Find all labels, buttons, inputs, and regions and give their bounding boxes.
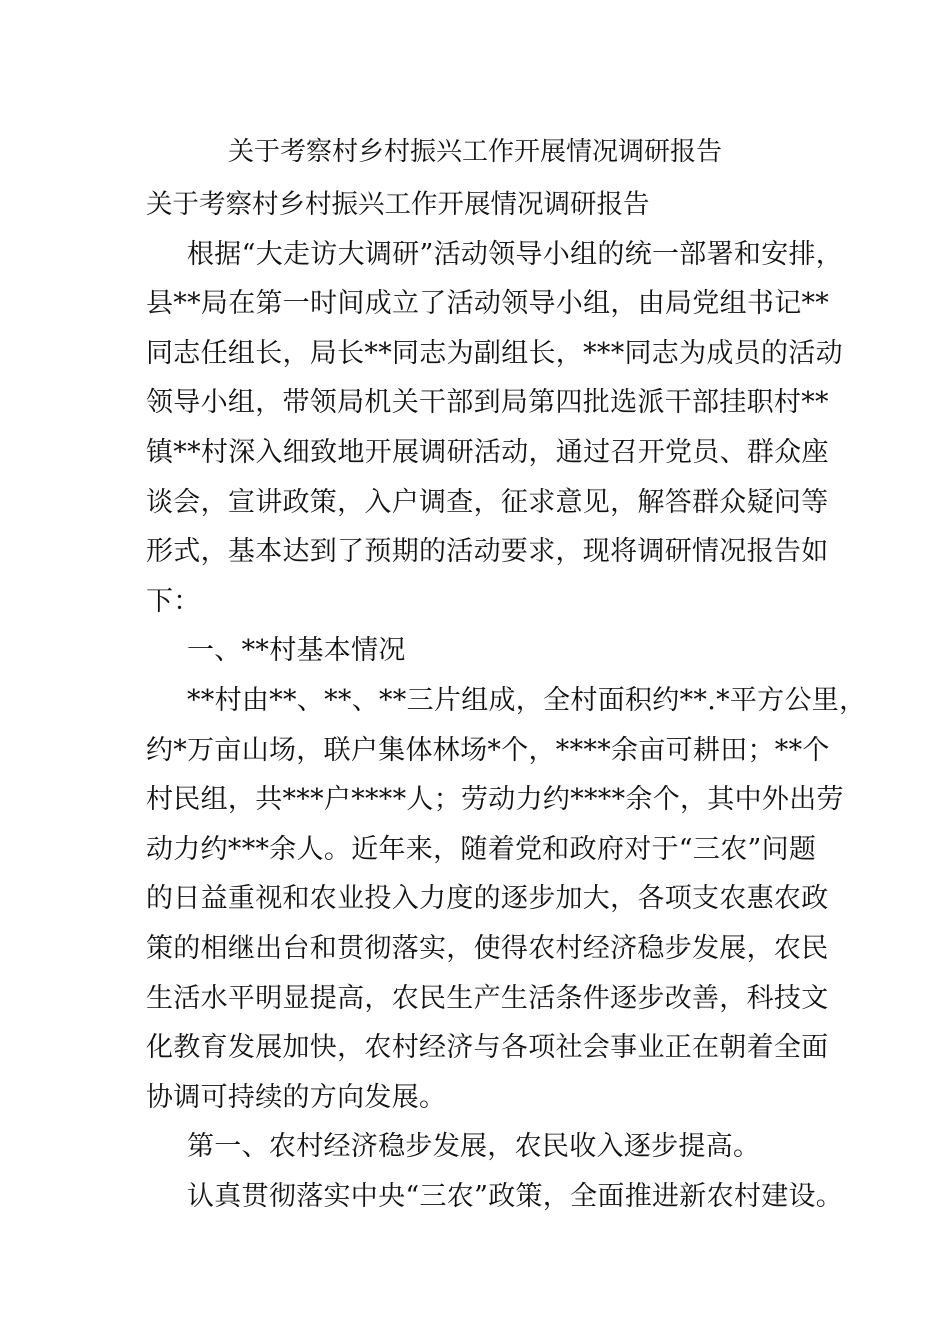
paragraph-line: 认真贯彻落实中央“三农”政策，全面推进新农村建设。 xyxy=(187,1180,844,1212)
paragraph-line: 村民组，共***户****人；劳动力约****余个，其中外出劳 xyxy=(146,784,844,816)
document-body xyxy=(146,180,867,1221)
document-subtitle: 关于考察村乡村振兴工作开展情况调研报告 xyxy=(146,189,650,220)
paragraph-line: 协调可持续的方向发展。 xyxy=(146,1081,447,1113)
paragraph-line: 同志任组长，局长**同志为副组长，***同志为成员的活动 xyxy=(146,337,843,369)
section-heading: 一、**村基本情况 xyxy=(187,635,406,667)
paragraph-line: 的日益重视和农业投入力度的逐步加大，各项支农惠农政 xyxy=(146,883,829,915)
subsection-heading: 第一、农村经济稳步发展，农民收入逐步提高。 xyxy=(187,1131,761,1163)
paragraph-line: 生活水平明显提高，农民生产生活条件逐步改善，科技文 xyxy=(146,982,829,1014)
paragraph-line: 镇**村深入细致地开展调研活动，通过召开党员、群众座 xyxy=(146,436,829,468)
paragraph-line: 动力约***余人。近年来，随着党和政府对于“三农”问题 xyxy=(146,833,817,865)
paragraph-line: 谈会，宣讲政策，入户调查，征求意见，解答群众疑问等 xyxy=(146,486,829,518)
paragraph-line: 约*万亩山场，联户集体林场*个，****余亩可耕田；**个 xyxy=(146,734,830,766)
paragraph-line: 县**局在第一时间成立了活动领导小组，由局党组书记** xyxy=(146,288,830,320)
paragraph-line: 化教育发展加快，农村经济与各项社会事业正在朝着全面 xyxy=(146,1032,829,1064)
paragraph-line: 根据“大走访大调研”活动领导小组的统一部署和安排， xyxy=(187,238,844,270)
paragraph-line: **村由**、**、**三片组成，全村面积约**.*平方公里， xyxy=(187,684,867,716)
page-title: 关于考察村乡村振兴工作开展情况调研报告 xyxy=(227,137,722,167)
paragraph-line: 策的相继出台和贯彻落实，使得农村经济稳步发展，农民 xyxy=(146,932,829,964)
paragraph-line: 下： xyxy=(146,585,201,617)
paragraph-line: 形式，基本达到了预期的活动要求，现将调研情况报告如 xyxy=(146,536,829,568)
paragraph-line: 领导小组，带领局机关干部到局第四批选派干部挂职村** xyxy=(146,387,829,419)
